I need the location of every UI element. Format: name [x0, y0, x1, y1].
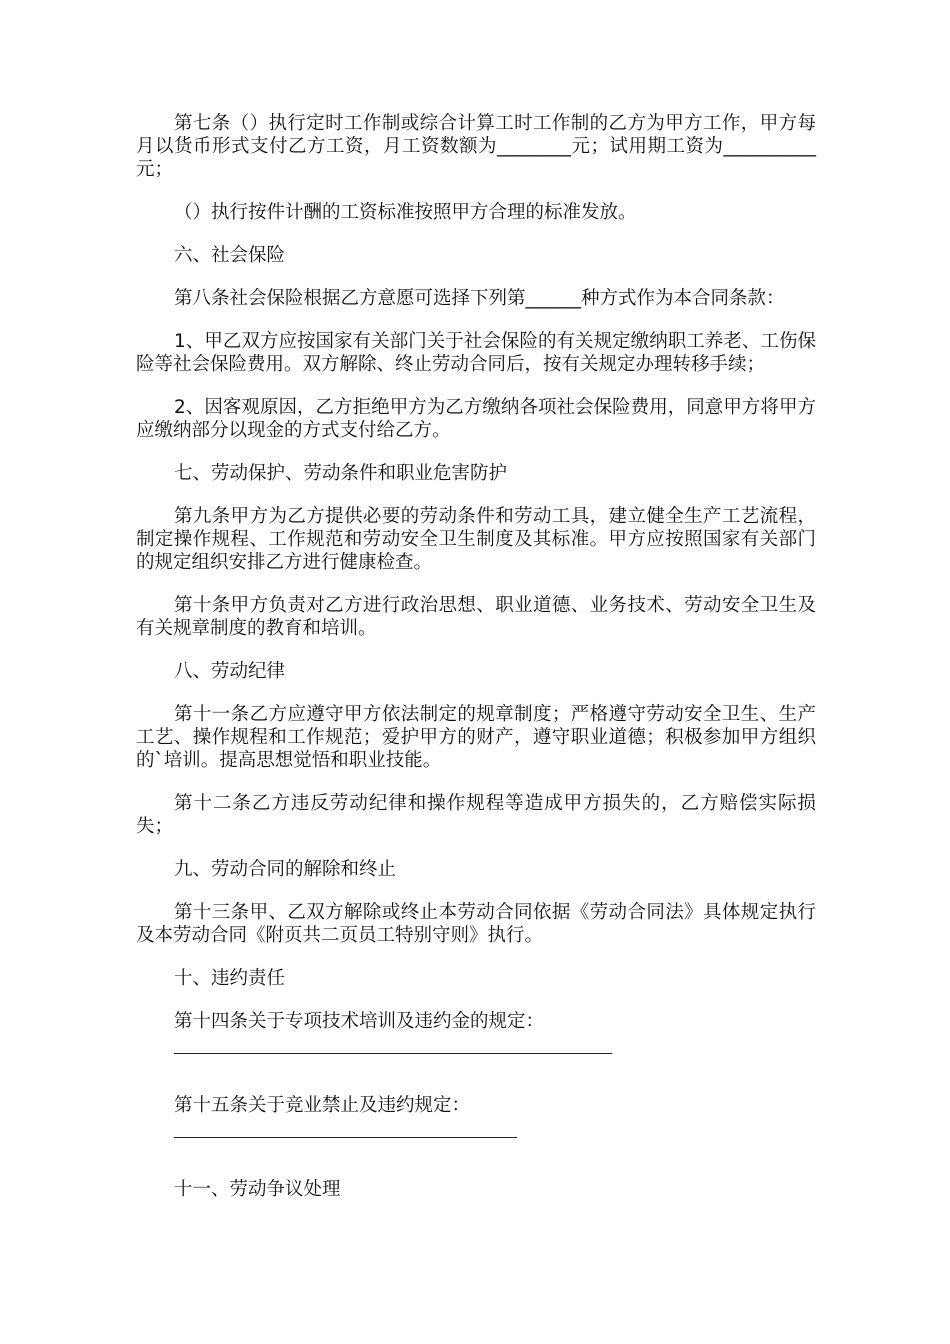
insurance-option-1: 1、甲乙双方应按国家有关部门关于社会保险的有关规定缴纳职工养老、工伤保险等社会保险费用。双方解除、终止劳动合同后，按有关规定办理转移手续； [136, 331, 816, 375]
article-13-paragraph: 第十三条甲、乙双方解除或终止本劳动合同依据《劳动合同法》具体规定执行及本劳动合同《附页共二页员工特别守则》执行。 [136, 902, 816, 946]
section-heading-labor-protection: 七、劳动保护、劳动条件和职业危害防护 [174, 463, 508, 484]
article-14-paragraph: 第十四条关于专项技术培训及违约金的规定： [174, 1011, 545, 1032]
piecework-wage-paragraph: （）执行按件计酬的工资标准按照甲方合理的标准发放。 [174, 202, 637, 223]
section-heading-social-insurance: 六、社会保险 [174, 245, 286, 266]
section-heading-labor-discipline: 八、劳动纪律 [174, 661, 286, 682]
section-heading-breach-liability: 十、违约责任 [174, 968, 286, 989]
contract-body [136, 112, 816, 1221]
article-8-paragraph: 第八条社会保险根据乙方意愿可选择下列第______种方式作为本合同条款： [174, 288, 785, 309]
article-11-paragraph: 第十一条乙方应遵守甲方依法制定的规章制度；严格遵守劳动安全卫生、生产工艺、操作规程和工作规范；爱护甲方的财产，遵守职业道德；积极参加甲方组织的`培训。提高思想觉悟和职业技能。 [136, 704, 816, 771]
section-heading-dispute-resolution: 十一、劳动争议处理 [174, 1179, 341, 1200]
insurance-option-2: 2、因客观原因，乙方拒绝甲方为乙方缴纳各项社会保险费用，同意甲方将甲方应缴纳部分以现金的方式支付给乙方。 [136, 397, 816, 441]
article-7-paragraph: 第七条（）执行定时工作制或综合计算工时工作制的乙方为甲方工作，甲方每月以货币形式支付乙方工资，月工资数额为________元；试用期工资为__________元； [136, 113, 816, 180]
section-heading-termination: 九、劳动合同的解除和终止 [174, 859, 397, 880]
article-15-paragraph: 第十五条关于竞业禁止及违约规定： [174, 1095, 471, 1116]
article-12-paragraph: 第十二条乙方违反劳动纪律和操作规程等造成甲方损失的，乙方赔偿实际损失； [136, 793, 816, 837]
article-10-paragraph: 第十条甲方负责对乙方进行政治思想、职业道德、业务技术、劳动安全卫生及有关规章制度的教育和培训。 [136, 595, 816, 639]
fill-in-line-article-14 [174, 1053, 612, 1054]
article-9-paragraph: 第九条甲方为乙方提供必要的劳动条件和劳动工具，建立健全生产工艺流程，制定操作规程、工作规范和劳动安全卫生制度及其标准。甲方应按照国家有关部门的规定组织安排乙方进行健康检查。 [136, 506, 816, 573]
fill-in-line-article-15 [174, 1137, 517, 1138]
